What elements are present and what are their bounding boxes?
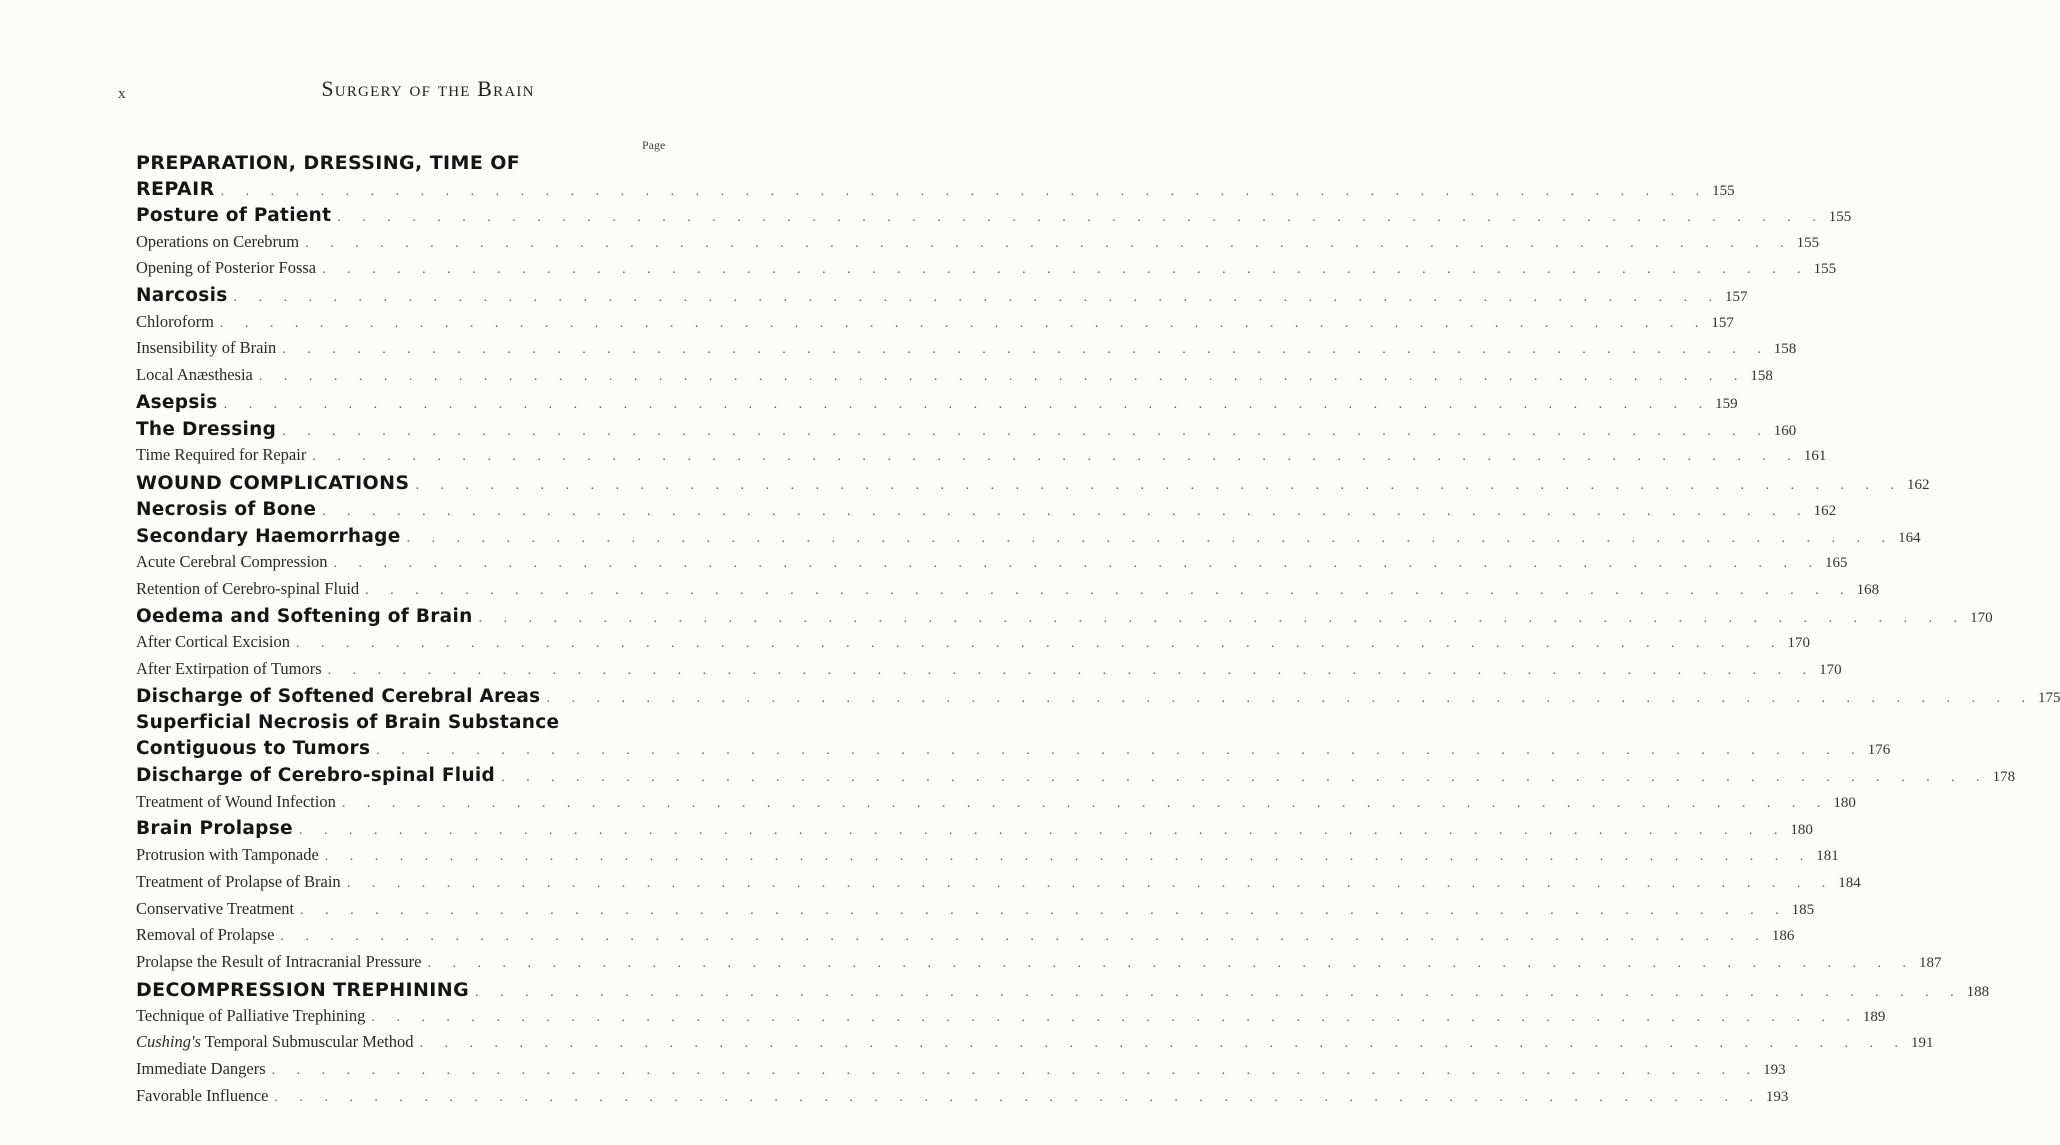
toc-entry-label: Narcosis	[136, 285, 228, 307]
toc-entry-page: 170	[1970, 609, 1993, 626]
dot-leader: . . . . . . . . . . . . . . . . . . . . . . . . . . . . . . . . . . . . . . . . . . . . . . . . . . . . . . . . . . . .	[346, 875, 1835, 891]
dot-leader: . . . . . . . . . . . . . . . . . . . . . . . . . . . . . . . . . . . . . . . . . . . . . . . . . . . . . . . . . . . .	[233, 290, 1722, 306]
table-of-contents	[136, 152, 2060, 1112]
toc-entry-label: Immediate Dangers	[136, 1058, 266, 1078]
toc-entry	[136, 391, 1738, 419]
toc-entry-page: 165	[1825, 555, 1848, 572]
toc-entry-page: 164	[1898, 529, 1921, 546]
toc-entry	[136, 685, 2060, 713]
toc-entry	[136, 285, 1748, 312]
toc-entry-label: Removal of Prolapse	[136, 925, 275, 945]
toc-entry-label: DECOMPRESSION TREPHINING	[136, 978, 470, 1001]
toc-entry-label: Local Anæsthesia	[136, 365, 253, 385]
toc-entry-page: 161	[1803, 448, 1827, 465]
toc-entry-label: Favorable Influence	[136, 1085, 269, 1105]
toc-entry	[136, 338, 1797, 365]
toc-entry-label: Opening of Posterior Fossa	[136, 258, 317, 278]
toc-entry-label: Treatment of Prolapse of Brain	[136, 871, 341, 891]
toc-entry-label: After Cortical Excision	[136, 632, 290, 652]
dot-leader: . . . . . . . . . . . . . . . . . . . . . . . . . . . . . . . . . . . . . . . . . . . . . . . . . . . . . . . . . . . .	[475, 984, 1963, 1000]
toc-entry-page: 178	[1992, 769, 2016, 786]
toc-entry-page: 168	[1856, 581, 1880, 598]
toc-entry-label: Operations on Cerebrum	[136, 231, 300, 251]
toc-entry-page: 162	[1813, 502, 1837, 519]
toc-entry-page: 158	[1750, 368, 1773, 385]
toc-entry	[136, 765, 2016, 792]
dot-leader: . . . . . . . . . . . . . . . . . . . . . . . . . . . . . . . . . . . . . . . . . . . . . . . . . . . . . . . . . . . .	[337, 210, 1825, 225]
dot-leader: . . . . . . . . . . . . . . . . . . . . . . . . . . . . . . . . . . . . . . . . . . . . . . . . . . . . . . . . . . . .	[419, 1036, 1908, 1052]
dot-leader: . . . . . . . . . . . . . . . . . . . . . . . . . . . . . . . . . . . . . . . . . . . . . . . . . . . . . . . . . . . .	[324, 849, 1813, 865]
dot-leader: . . . . . . . . . . . . . . . . . . . . . . . . . . . . . . . . . . . . . . . . . . . . . . . . . . . . . . . . . . . .	[280, 929, 1768, 945]
toc-entry	[136, 498, 1837, 526]
dot-leader: . . . . . . . . . . . . . . . . . . . . . . . . . . . . . . . . . . . . . . . . . . . . . . . . . . . . . . . . . . . .	[406, 530, 1895, 546]
toc-entry	[136, 365, 1773, 392]
toc-entry-label: Chloroform	[136, 311, 214, 331]
toc-entry-label: WOUND COMPLICATIONS	[136, 471, 410, 494]
toc-entry	[136, 525, 1921, 553]
toc-entry	[136, 552, 1848, 579]
toc-entry	[136, 605, 1993, 633]
toc-entry	[136, 418, 1797, 446]
toc-entry-page: 157	[1725, 289, 1748, 306]
toc-entry-page: 188	[1966, 983, 1990, 1000]
toc-entry-heading-line: PREPARATION, DRESSING, TIME OF	[136, 152, 521, 174]
dot-leader: . . . . . . . . . . . . . . . . . . . . . . . . . . . . . . . . . . . . . . . . . . . . . . . . . . . . . . . . . . . .	[219, 315, 1708, 331]
toc-entry	[136, 258, 1837, 285]
toc-entry	[136, 791, 1856, 819]
toc-entry	[136, 738, 1891, 765]
toc-entry-label: Discharge of Cerebro-spinal Fluid	[136, 765, 496, 787]
toc-entry	[136, 471, 1930, 499]
toc-entry-page: 180	[1833, 794, 1856, 811]
toc-entry-label: Protrusion with Tamponade	[136, 845, 319, 865]
dot-leader: . . . . . . . . . . . . . . . . . . . . . . . . . . . . . . . . . . . . . . . . . . . . . . . . . . . . . . . . . . . .	[271, 1062, 1760, 1078]
toc-entry	[136, 951, 1942, 979]
toc-entry-page: 160	[1773, 422, 1797, 439]
toc-entry-label-italic: Cushing's	[136, 1032, 201, 1052]
dot-leader: . . . . . . . . . . . . . . . . . . . . . . . . . . . . . . . . . . . . . . . . . . . . . . . . . . . . . . . . . . . .	[365, 582, 1853, 598]
page-header	[118, 76, 678, 122]
dot-leader: . . . . . . . . . . . . . . . . . . . . . . . . . . . . . . . . . . . . . . . . . . . . . . . . . . . . . . . . . . . .	[282, 423, 1770, 439]
toc-entry-label: After Extirpation of Tumors	[136, 659, 322, 678]
toc-entry	[136, 1058, 1786, 1086]
dot-leader: . . . . . . . . . . . . . . . . . . . . . . . . . . . . . . . . . . . . . . . . . . . . . . . . . . . . . . . . . . . .	[415, 477, 1903, 493]
toc-entry-label: Insensibility of Brain	[136, 338, 277, 358]
dot-leader: . . . . . . . . . . . . . . . . . . . . . . . . . . . . . . . . . . . . . . . . . . . . . . . . . . . . . . . . . . . .	[546, 690, 2034, 706]
toc-entry-label: Necrosis of Bone	[136, 498, 317, 520]
toc-entry	[136, 845, 1839, 872]
toc-entry	[136, 1032, 1934, 1059]
toc-entry-page: 162	[1906, 476, 1930, 493]
toc-entry-heading-line: Superficial Necrosis of Brain Substance	[136, 712, 560, 734]
toc-entry	[136, 445, 1827, 472]
toc-entry	[136, 205, 1852, 232]
dot-leader: . . . . . . . . . . . . . . . . . . . . . . . . . . . . . . . . . . . . . . . . . . . . . . . . . . . . . . . . . . . .	[300, 902, 1788, 918]
dot-leader: . . . . . . . . . . . . . . . . . . . . . . . . . . . . . . . . . . . . . . . . . . . . . . . . . . . . . . . . . . . .	[478, 610, 1967, 626]
dot-leader: . . . . . . . . . . . . . . . . . . . . . . . . . . . . . . . . . . . . . . . . . . . . . . . . . . . . . . . . . . . .	[341, 795, 1830, 811]
toc-entry	[136, 632, 1810, 659]
toc-entry-page: 159	[1715, 395, 1738, 412]
toc-entry-page: 191	[1911, 1035, 1934, 1052]
toc-entry-label: The Dressing	[136, 418, 277, 440]
dot-leader: . . . . . . . . . . . . . . . . . . . . . . . . . . . . . . . . . . . . . . . . . . . . . . . . . . . . . . . . . . . .	[376, 743, 1864, 759]
dot-leader: . . . . . . . . . . . . . . . . . . . . . . . . . . . . . . . . . . . . . . . . . . . . . . . . . . . . . . . . . . . .	[427, 955, 1915, 971]
toc-entry-label: Acute Cerebral Compression	[136, 552, 328, 572]
toc-entry-page: 180	[1790, 822, 1813, 839]
toc-entry	[136, 978, 1990, 1006]
toc-entry-page: 186	[1771, 928, 1795, 945]
toc-entry-page: 170	[1787, 635, 1810, 652]
dot-leader: . . . . . . . . . . . . . . . . . . . . . . . . . . . . . . . . . . . . . . . . . . . . . . . . . . . . . . . . . . . .	[282, 342, 1770, 358]
toc-entry-page: 155	[1796, 234, 1820, 251]
dot-leader: . . . . . . . . . . . . . . . . . . . . . . . . . . . . . . . . . . . . . . . . . . . . . . . . . . . . . . . . . . . .	[274, 1089, 1762, 1105]
toc-entry-label: Time Required for Repair	[136, 445, 307, 465]
dot-leader: . . . . . . . . . . . . . . . . . . . . . . . . . . . . . . . . . . . . . . . . . . . . . . . . . . . . . . . . . . . .	[322, 503, 1810, 519]
toc-entry	[136, 871, 1861, 899]
toc-entry-page: 155	[1828, 209, 1852, 225]
toc-entry-page: 184	[1838, 874, 1861, 891]
dot-leader: . . . . . . . . . . . . . . . . . . . . . . . . . . . . . . . . . . . . . . . . . . . . . . . . . . . . . . . . . . . .	[295, 636, 1784, 652]
dot-leader: . . . . . . . . . . . . . . . . . . . . . . . . . . . . . . . . . . . . . . . . . . . . . . . . . . . . . . . . . . . .	[333, 556, 1822, 572]
page-column-label: Page	[642, 138, 666, 152]
toc-entry-label: Technique of Palliative Trephining	[136, 1005, 366, 1025]
toc-entry-label: Oedema and Softening of Brain	[136, 605, 473, 627]
running-title: Surgery of the Brain	[321, 76, 535, 101]
toc-entry	[136, 818, 1813, 845]
toc-entry-label: Cushing's Temporal Submuscular Method	[136, 1032, 414, 1052]
dot-leader: . . . . . . . . . . . . . . . . . . . . . . . . . . . . . . . . . . . . . . . . . . . . . . . . . . . . . . . . . . . .	[327, 663, 1816, 678]
toc-entry-label: REPAIR	[136, 178, 215, 200]
toc-entry-page: 193	[1763, 1061, 1786, 1078]
dot-leader: . . . . . . . . . . . . . . . . . . . . . . . . . . . . . . . . . . . . . . . . . . . . . . . . . . . . . . . . . . . .	[305, 235, 1793, 251]
toc-entry	[136, 311, 1734, 339]
toc-entry	[136, 925, 1795, 952]
toc-entry-label: Prolapse the Result of Intracranial Pressure	[136, 951, 422, 971]
dot-leader: . . . . . . . . . . . . . . . . . . . . . . . . . . . . . . . . . . . . . . . . . . . . . . . . . . . . . . . . . . . .	[220, 184, 1709, 199]
toc-entry	[136, 231, 1820, 259]
toc-entry-label: Asepsis	[136, 391, 218, 413]
toc-entry-page: 175	[2037, 689, 2060, 706]
toc-entry	[136, 659, 1842, 686]
dot-leader: . . . . . . . . . . . . . . . . . . . . . . . . . . . . . . . . . . . . . . . . . . . . . . . . . . . . . . . . . . . .	[312, 449, 1800, 465]
toc-entry-page: 193	[1765, 1088, 1789, 1105]
toc-entry-page: 187	[1918, 954, 1942, 971]
dot-leader: . . . . . . . . . . . . . . . . . . . . . . . . . . . . . . . . . . . . . . . . . . . . . . . . . . . . . . . . . . . .	[258, 369, 1747, 385]
toc-entry-label: Contiguous to Tumors	[136, 738, 371, 760]
toc-entry-page: 155	[1712, 183, 1735, 199]
toc-entry-page: 158	[1773, 341, 1797, 358]
toc-entry-label: Retention of Cerebro-spinal Fluid	[136, 578, 360, 598]
toc-entry-page: 189	[1862, 1008, 1886, 1025]
toc-entry	[136, 1085, 1789, 1113]
toc-entry	[136, 898, 1815, 926]
dot-leader: . . . . . . . . . . . . . . . . . . . . . . . . . . . . . . . . . . . . . . . . . . . . . . . . . . . . . . . . . . . .	[223, 396, 1712, 412]
toc-entry-label: Brain Prolapse	[136, 818, 293, 840]
toc-entry-label: Secondary Haemorrhage	[136, 525, 401, 547]
toc-entry-page: 157	[1711, 314, 1734, 331]
toc-entry-page: 155	[1813, 261, 1837, 278]
toc-entry-page: 176	[1867, 742, 1891, 759]
dot-leader: . . . . . . . . . . . . . . . . . . . . . . . . . . . . . . . . . . . . . . . . . . . . . . . . . . . . . . . . . . . .	[322, 262, 1810, 278]
toc-entry-label: Posture of Patient	[136, 205, 332, 226]
page-number: x	[118, 86, 126, 102]
toc-entry	[136, 1005, 1886, 1033]
toc-entry	[136, 578, 1880, 606]
toc-entry-page: 185	[1791, 901, 1815, 918]
toc-entry-label: Treatment of Wound Infection	[136, 791, 336, 811]
dot-leader: . . . . . . . . . . . . . . . . . . . . . . . . . . . . . . . . . . . . . . . . . . . . . . . . . . . . . . . . . . . .	[298, 823, 1787, 839]
toc-entry	[136, 178, 1735, 205]
dot-leader: . . . . . . . . . . . . . . . . . . . . . . . . . . . . . . . . . . . . . . . . . . . . . . . . . . . . . . . . . . . .	[501, 770, 1989, 786]
toc-entry-label: Conservative Treatment	[136, 898, 295, 918]
toc-entry-page: 170	[1819, 662, 1842, 678]
toc-entry-page: 181	[1816, 848, 1839, 865]
dot-leader: . . . . . . . . . . . . . . . . . . . . . . . . . . . . . . . . . . . . . . . . . . . . . . . . . . . . . . . . . . . .	[371, 1009, 1859, 1025]
toc-entry-label: Discharge of Softened Cerebral Areas	[136, 685, 541, 707]
